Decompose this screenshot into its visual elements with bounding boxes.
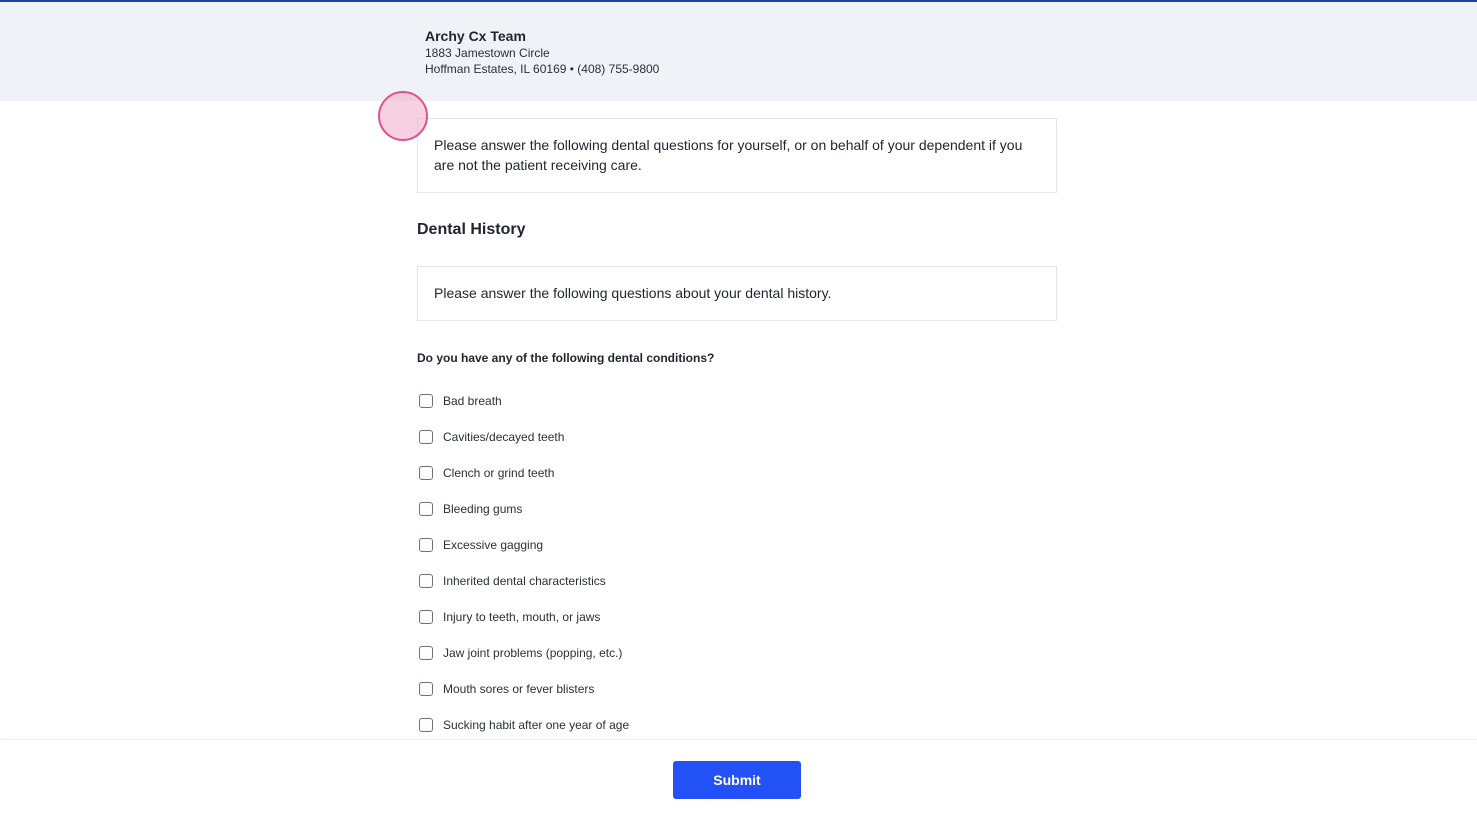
- option-cavities[interactable]: [419, 419, 1057, 455]
- option-label: Injury to teeth, mouth, or jaws: [443, 610, 601, 624]
- submit-button[interactable]: Submit: [673, 761, 801, 799]
- condition-options: [417, 383, 1057, 743]
- option-label: Bleeding gums: [443, 502, 523, 516]
- checkbox[interactable]: [419, 394, 433, 408]
- option-mouth-sores[interactable]: [419, 671, 1057, 707]
- intro-text: Please answer the following dental questions for yourself, or on behalf of your dependent if you are not the patient receiving care.: [434, 137, 1023, 173]
- option-label: Cavities/decayed teeth: [443, 430, 565, 444]
- option-label: Inherited dental characteristics: [443, 574, 606, 588]
- practice-info: [425, 27, 659, 77]
- section-description: Please answer the following questions about your dental history.: [434, 285, 832, 301]
- checkbox[interactable]: [419, 682, 433, 696]
- option-bad-breath[interactable]: [419, 383, 1057, 419]
- checkbox[interactable]: [419, 502, 433, 516]
- checkbox[interactable]: [419, 574, 433, 588]
- practice-address-line2: Hoffman Estates, IL 60169 • (408) 755-9800: [425, 62, 660, 76]
- option-inherited-characteristics[interactable]: [419, 563, 1057, 599]
- checkbox[interactable]: [419, 538, 433, 552]
- option-clench-grind[interactable]: [419, 455, 1057, 491]
- question-label: Do you have any of the following dental conditions?: [417, 351, 715, 365]
- intro-box: [417, 118, 1057, 193]
- option-injury[interactable]: [419, 599, 1057, 635]
- section-description-box: [417, 266, 1057, 321]
- option-label: Bad breath: [443, 394, 502, 408]
- option-label: Clench or grind teeth: [443, 466, 555, 480]
- checkbox[interactable]: [419, 646, 433, 660]
- option-excessive-gagging[interactable]: [419, 527, 1057, 563]
- option-jaw-joint[interactable]: [419, 635, 1057, 671]
- checkbox[interactable]: [419, 610, 433, 624]
- option-bleeding-gums[interactable]: [419, 491, 1057, 527]
- practice-address-line1: 1883 Jamestown Circle: [425, 46, 550, 60]
- option-sucking-habit[interactable]: [419, 707, 1057, 743]
- practice-name: Archy Cx Team: [425, 28, 526, 44]
- checkbox[interactable]: [419, 718, 433, 732]
- practice-header: [0, 2, 1477, 101]
- checkbox[interactable]: [419, 430, 433, 444]
- option-label: Jaw joint problems (popping, etc.): [443, 646, 623, 660]
- option-label: Excessive gagging: [443, 538, 544, 552]
- form-content: [417, 118, 1057, 743]
- checkbox[interactable]: [419, 466, 433, 480]
- option-label: Sucking habit after one year of age: [443, 718, 630, 732]
- form-footer: [0, 739, 1477, 816]
- section-title: Dental History: [417, 221, 526, 238]
- option-label: Mouth sores or fever blisters: [443, 682, 595, 696]
